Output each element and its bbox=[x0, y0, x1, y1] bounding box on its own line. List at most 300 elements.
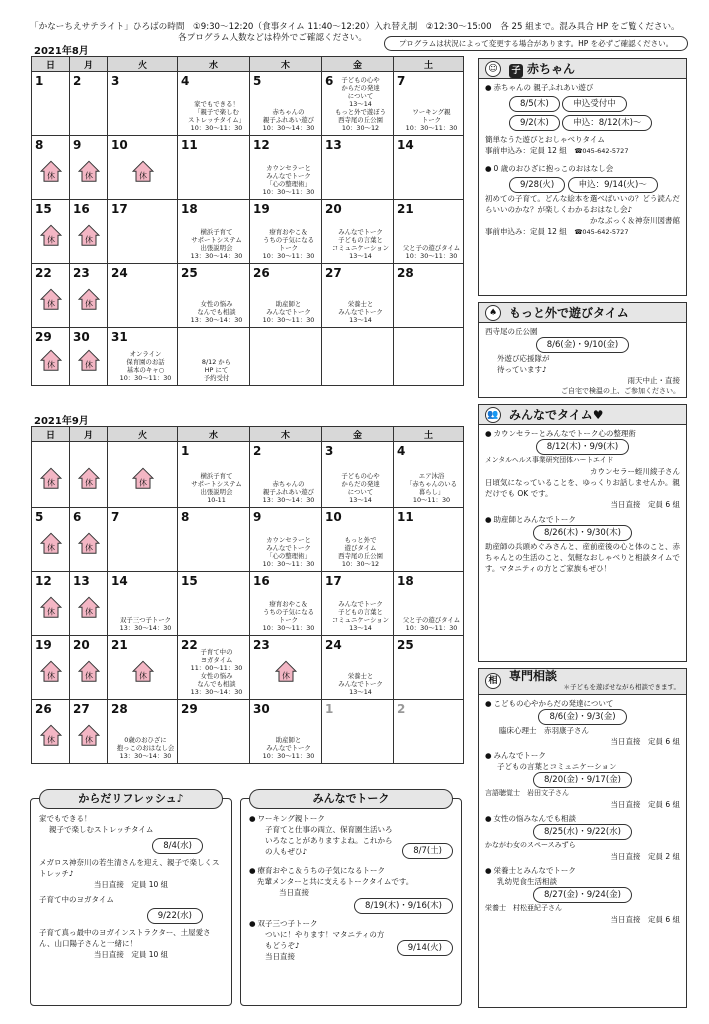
consult-item4: ● 栄養士とみんなでトーク bbox=[485, 865, 680, 876]
day-number: 18 bbox=[397, 574, 414, 588]
event-text: 横浜子育て サポートシステム 出張説明会 13：30～14：30 bbox=[190, 228, 243, 260]
consult-person4: 栄養士 村松亜紀子さん bbox=[485, 904, 562, 912]
event-text: カウンセラーと みんなでトーク 「心の整理術」 10：30～11：30 bbox=[262, 164, 315, 196]
consult-dates3: 8/25(水)・9/22(水) bbox=[533, 824, 632, 840]
day-number: 30 bbox=[73, 330, 90, 344]
weekday-header: 日 bbox=[32, 57, 70, 72]
event-text: 赤ちゃんの 親子ふれあい遊び 10：30～14：30 bbox=[262, 108, 315, 132]
baby-item2: ● 0 歳のおひざに抱っこのおはなし会 bbox=[485, 163, 680, 174]
event-text: カウンセラーと みんなでトーク 「心の整理術」 10：30～11：30 bbox=[262, 536, 315, 568]
calendar-day bbox=[32, 700, 70, 764]
day-number: 3 bbox=[111, 74, 120, 88]
calendar-day bbox=[178, 700, 250, 764]
event-text: 赤ちゃんの 親子ふれあい遊び 13：30～14：30 bbox=[262, 480, 315, 504]
holiday-house-icon bbox=[78, 532, 100, 554]
day-number: 1 bbox=[35, 74, 44, 88]
holiday-house-icon bbox=[40, 532, 62, 554]
body-cap2: 当日直接 定員 10 組 bbox=[93, 950, 169, 959]
baby-tel1: ☎045-642-5727 bbox=[574, 147, 629, 155]
event-text: ワーキング親 トーク 10：30～11：30 bbox=[405, 108, 458, 132]
holiday-label: 休 bbox=[46, 670, 55, 680]
body-item1b: 親子で楽しむストレッチタイム bbox=[49, 825, 154, 834]
calendar-day bbox=[322, 442, 394, 508]
day-number: 25 bbox=[397, 638, 414, 652]
consult-dates1: 8/6(金)・9/3(金) bbox=[538, 709, 626, 725]
weekday-header: 月 bbox=[70, 57, 108, 72]
event-text: 父と子の遊びタイム 10：30～11：30 bbox=[402, 244, 461, 260]
baby-date1: 8/5(木) bbox=[509, 96, 560, 112]
calendar-day bbox=[250, 264, 322, 328]
day-number: 19 bbox=[253, 202, 270, 216]
consult-item2b: 子どもの言葉とコミュニケーション bbox=[497, 762, 617, 771]
consult-cap1: 当日直接 定員 6 組 bbox=[610, 737, 680, 746]
day-number: 23 bbox=[253, 638, 270, 652]
holiday-label: 休 bbox=[138, 170, 147, 180]
calendar-day bbox=[108, 136, 178, 200]
calendar-day bbox=[178, 264, 250, 328]
minna-item2: ● 療育おやこ＆うちの子気になるトーク bbox=[249, 865, 453, 876]
holiday-label: 休 bbox=[84, 477, 93, 487]
minna-desc2: 先輩メンターと共に支えるトークタイムです。 bbox=[257, 877, 414, 886]
panel-outdoor-title bbox=[479, 303, 686, 323]
calendar-day bbox=[32, 72, 70, 136]
baby-title-text: 赤ちゃん bbox=[527, 62, 576, 76]
panel-outdoor bbox=[478, 302, 687, 398]
event-text: 療育おやこ＆ うちの子気になる トーク 10：30～11：30 bbox=[262, 228, 315, 260]
baby-tel2: ☎045-642-5727 bbox=[574, 228, 629, 236]
outdoor-note: ご自宅で検温の上、ご参加ください。 bbox=[561, 387, 680, 395]
calendar-day bbox=[178, 200, 250, 264]
day-number: 5 bbox=[35, 510, 44, 524]
event-text: 0歳のおひざに 抱っこのおはなし会 13：30～14：30 bbox=[116, 736, 175, 760]
baby-desc1: 簡単なうた遊びとおしゃべりタイム bbox=[485, 135, 605, 144]
calendar-day bbox=[108, 700, 178, 764]
calendar-day bbox=[394, 572, 464, 636]
day-number: 12 bbox=[253, 138, 270, 152]
talk-org1: メンタルヘルス事業研究団体ハートエイド bbox=[485, 456, 614, 464]
event-text: 療育おやこ＆ うちの子気になる トーク 10：30～11：30 bbox=[262, 600, 315, 632]
talk-desc2: 助産師の兵頭めぐみさんと、産前産後の心と体のこと、赤ちゃんとの生活のこと、気軽なおしゃべりと相談タイムです。マタニティの方とご家族もぜひ！ bbox=[485, 542, 680, 573]
calendar-day bbox=[70, 572, 108, 636]
consult-person2: 言語聴覚士 岩田文子さん bbox=[485, 789, 569, 797]
people-icon: 👥 bbox=[485, 407, 501, 423]
holiday-label: 休 bbox=[46, 542, 55, 552]
calendar-day bbox=[70, 442, 108, 508]
calendar-day bbox=[394, 508, 464, 572]
day-number: 4 bbox=[397, 444, 406, 458]
talk-cap1: 当日直接 定員 6 組 bbox=[610, 500, 680, 509]
calendar-day bbox=[394, 264, 464, 328]
minna-cap2: 当日直接 bbox=[279, 888, 309, 897]
calendar-day bbox=[322, 572, 394, 636]
panel-talk-title bbox=[479, 405, 686, 425]
day-number: 31 bbox=[111, 330, 128, 344]
calendar-day bbox=[250, 508, 322, 572]
aug-calendar bbox=[31, 56, 464, 386]
event-text: 8/12 から HP にて 予約受付 bbox=[201, 358, 232, 382]
holiday-label: 休 bbox=[84, 234, 93, 244]
panel-consult bbox=[478, 668, 687, 1008]
event-text: 助産師と みんなでトーク 10：30～11：30 bbox=[262, 736, 315, 760]
calendar-day bbox=[108, 442, 178, 508]
calendar-day bbox=[178, 442, 250, 508]
baby-ko-icon: 子 bbox=[509, 64, 523, 78]
weekday-header: 土 bbox=[394, 57, 464, 72]
calendar-day bbox=[250, 200, 322, 264]
calendar-day bbox=[108, 72, 178, 136]
day-number: 13 bbox=[325, 138, 342, 152]
holiday-house-icon bbox=[40, 224, 62, 246]
consult-cap2: 当日直接 定員 6 組 bbox=[610, 800, 680, 809]
panel-talk bbox=[478, 404, 687, 662]
holiday-label: 休 bbox=[84, 734, 93, 744]
holiday-house-icon bbox=[78, 467, 100, 489]
holiday-house-icon bbox=[78, 349, 100, 371]
calendar-day bbox=[32, 328, 70, 386]
body-item1a: 家でもできる！ bbox=[39, 814, 92, 823]
day-number: 2 bbox=[253, 444, 262, 458]
calendar-day bbox=[250, 572, 322, 636]
day-number: 17 bbox=[111, 202, 128, 216]
day-number: 9 bbox=[253, 510, 262, 524]
baby-item1: ● 赤ちゃんの 親子ふれあい遊び bbox=[485, 82, 680, 93]
event-text: オンライン 保育園のお話 基本のキャ○ 10：30～11：30 bbox=[119, 350, 172, 382]
body-desc1: メガロス神奈川の若生清さんを迎え、親子で楽しくストレッチ♪ bbox=[39, 858, 220, 878]
body-date1: 8/4(水) bbox=[152, 838, 203, 854]
consult-item2: ● みんなでトーク bbox=[485, 750, 680, 761]
talk-title-text: みんなでタイム♥ bbox=[509, 408, 604, 422]
weekday-header: 水 bbox=[178, 427, 250, 442]
day-number: 27 bbox=[73, 702, 90, 716]
day-number: 7 bbox=[397, 74, 406, 88]
consult-item4b: 乳幼児食生活相談 bbox=[497, 877, 557, 886]
day-number: 26 bbox=[35, 702, 52, 716]
calendar-day bbox=[250, 136, 322, 200]
body-title: からだリフレッシュ♪ bbox=[39, 789, 223, 809]
calendar-day bbox=[32, 572, 70, 636]
weekday-header: 金 bbox=[322, 57, 394, 72]
minna-desc3: ついに！やります！マタニティの方もどうぞ♪ bbox=[265, 930, 385, 950]
weekday-header: 木 bbox=[250, 427, 322, 442]
body-item2: 子育て中のヨガタイム bbox=[39, 895, 114, 904]
calendar-day bbox=[178, 636, 250, 700]
calendar-day bbox=[108, 328, 178, 386]
baby-desc2: 初めての子育て。どんな絵本を選べばいいの？どう読んだらいいのかな？が楽しくわかるおはなし会♪ bbox=[485, 194, 680, 214]
holiday-label: 休 bbox=[138, 477, 147, 487]
calendar-day bbox=[322, 200, 394, 264]
holiday-house-icon bbox=[132, 660, 154, 682]
holiday-house-icon bbox=[78, 224, 100, 246]
holiday-house-icon bbox=[132, 160, 154, 182]
day-number: 8 bbox=[181, 510, 190, 524]
calendar-day bbox=[70, 700, 108, 764]
body-date2: 9/22(水) bbox=[147, 908, 203, 924]
weekday-header: 金 bbox=[322, 427, 394, 442]
holiday-house-icon bbox=[40, 596, 62, 618]
minna-desc1: 子育てと仕事の両立、保育園生活いろいろなことがありますよね。これからの人もぜひ♪ bbox=[265, 825, 393, 856]
baby-date1b: 申込受付中 bbox=[562, 96, 627, 112]
calendar-day bbox=[70, 72, 108, 136]
calendar-day bbox=[70, 636, 108, 700]
holiday-house-icon bbox=[40, 349, 62, 371]
aug-title: 2021年8月 bbox=[34, 46, 89, 57]
consult-dates4: 8/27(金)・9/24(金) bbox=[533, 887, 632, 903]
minna-date3: 9/14(火) bbox=[397, 940, 453, 956]
holiday-label: 休 bbox=[46, 170, 55, 180]
day-number: 25 bbox=[181, 266, 198, 280]
calendar-day bbox=[178, 328, 250, 386]
holiday-label: 休 bbox=[138, 670, 147, 680]
header-line1: 「かなーちえサテライト」ひろばの時間 ①9:30～12:20（食事タイム 11:40～12:20）入れ替え制 ②12:30～15:00 各 25 組まで。混み具合 HP をご覧ください。 bbox=[30, 22, 680, 32]
weekday-header: 火 bbox=[108, 57, 178, 72]
holiday-house-icon bbox=[40, 660, 62, 682]
consult-item3: ● 女性の悩みなんでも相談 bbox=[485, 813, 680, 824]
day-number: 15 bbox=[181, 574, 198, 588]
calendar-day bbox=[250, 636, 322, 700]
baby-date3b: 申込：9/14(火)～ bbox=[568, 177, 658, 193]
holiday-label: 休 bbox=[84, 298, 93, 308]
event-text: 栄養士と みんなでトーク 13～14 bbox=[338, 672, 383, 696]
consult-cap4: 当日直接 定員 6 組 bbox=[610, 915, 680, 924]
calendar-day bbox=[250, 72, 322, 136]
soudan-icon: 相 bbox=[485, 673, 501, 689]
event-text: 栄養士と みんなでトーク 13～14 bbox=[338, 300, 383, 324]
consult-dates2: 8/20(金)・9/17(金) bbox=[533, 772, 632, 788]
baby-reg1: 事前申込み：定員 12 組 bbox=[485, 146, 567, 155]
calendar-day bbox=[108, 508, 178, 572]
calendar-day bbox=[250, 328, 322, 386]
day-number: 1 bbox=[325, 702, 334, 716]
day-number: 20 bbox=[73, 638, 90, 652]
weekday-header: 日 bbox=[32, 427, 70, 442]
talk-item2: ● 助産師とみんなでトーク bbox=[485, 514, 680, 525]
event-text: 子どもの心や からだの発達 について 13～14 bbox=[341, 472, 380, 504]
weekday-header: 火 bbox=[108, 427, 178, 442]
day-number: 1 bbox=[181, 444, 190, 458]
minna-title: みんなでトーク bbox=[249, 789, 453, 809]
day-number: 15 bbox=[35, 202, 52, 216]
holiday-label: 休 bbox=[84, 542, 93, 552]
day-number: 21 bbox=[397, 202, 414, 216]
minna-date2: 8/19(木)・9/16(木) bbox=[354, 898, 453, 914]
outdoor-desc: 外遊び応援隊が 待っています♪ bbox=[497, 354, 550, 374]
calendar-day bbox=[32, 636, 70, 700]
calendar-day bbox=[394, 72, 464, 136]
panel-minna-talk bbox=[240, 792, 462, 1006]
day-number: 28 bbox=[111, 702, 128, 716]
minna-date1: 8/7(土) bbox=[402, 843, 453, 859]
holiday-house-icon bbox=[40, 160, 62, 182]
day-number: 12 bbox=[35, 574, 52, 588]
holiday-label: 休 bbox=[46, 359, 55, 369]
holiday-label: 休 bbox=[46, 477, 55, 487]
calendar-day bbox=[394, 442, 464, 508]
weekday-header: 木 bbox=[250, 57, 322, 72]
baby-date3: 9/28(火) bbox=[509, 177, 565, 193]
holiday-label: 休 bbox=[46, 734, 55, 744]
calendar-day bbox=[394, 636, 464, 700]
holiday-house-icon bbox=[40, 724, 62, 746]
calendar-day bbox=[394, 700, 464, 764]
day-number: 8 bbox=[35, 138, 44, 152]
talk-desc1: 日頃気になっていることを、ゆっくりお話しませんか。親だけでも OK です。 bbox=[485, 478, 680, 498]
day-number: 16 bbox=[253, 574, 270, 588]
day-number: 20 bbox=[325, 202, 342, 216]
minna-item1: ● ワーキング親トーク bbox=[249, 813, 453, 824]
day-number: 22 bbox=[35, 266, 52, 280]
body-desc2: 子育て真っ最中のヨガインストラクター、土屋愛さん、山口陽子さんと一緒に！ bbox=[39, 928, 211, 948]
holiday-label: 休 bbox=[46, 234, 55, 244]
day-number: 28 bbox=[397, 266, 414, 280]
sep-calendar bbox=[31, 426, 464, 764]
day-number: 19 bbox=[35, 638, 52, 652]
consult-cap3: 当日直接 定員 2 組 bbox=[610, 852, 680, 861]
holiday-label: 休 bbox=[84, 606, 93, 616]
calendar-day bbox=[250, 442, 322, 508]
calendar-day bbox=[394, 328, 464, 386]
calendar-day bbox=[32, 200, 70, 264]
calendar-day bbox=[322, 136, 394, 200]
panel-baby bbox=[478, 58, 687, 296]
calendar-day bbox=[108, 264, 178, 328]
talk-item1: ● カウンセラーとみんなでトーク心の整理術 bbox=[485, 428, 680, 439]
event-text: エア沐浴 「赤ちゃんのいる 暮らし」 10～11：30 bbox=[405, 472, 458, 504]
outdoor-title-text: もっと外で遊びタイム bbox=[509, 306, 629, 320]
event-text: 横浜子育て サポートシステム 出張説明会 10-11 bbox=[191, 472, 242, 504]
weekday-header: 月 bbox=[70, 427, 108, 442]
holiday-label: 休 bbox=[84, 170, 93, 180]
event-text: 女性の悩み なんでも相談 13：30～14：30 bbox=[190, 300, 243, 324]
calendar-day bbox=[394, 136, 464, 200]
event-text: 家でもできる！ 「親子で楽しむ ストレッチタイム」 10：30～11：30 bbox=[187, 100, 245, 132]
baby-date2b: 申込：8/12(木)～ bbox=[562, 115, 652, 131]
footprint-icon: ♠ bbox=[485, 305, 501, 321]
calendar-day bbox=[178, 572, 250, 636]
calendar-day bbox=[108, 200, 178, 264]
consult-person1: 臨床心理士 赤羽康子さん bbox=[499, 726, 589, 735]
holiday-label: 休 bbox=[84, 670, 93, 680]
holiday-house-icon bbox=[132, 467, 154, 489]
calendar-day bbox=[178, 136, 250, 200]
day-number: 22 bbox=[181, 638, 198, 652]
event-text: 助産師と みんなでトーク 10：30～11：30 bbox=[262, 300, 315, 324]
holiday-house-icon bbox=[78, 596, 100, 618]
holiday-house-icon bbox=[78, 288, 100, 310]
day-number: 27 bbox=[325, 266, 342, 280]
body-cap1: 当日直接 定員 10 組 bbox=[93, 880, 169, 889]
day-number: 11 bbox=[397, 510, 414, 524]
calendar-day bbox=[32, 442, 70, 508]
talk-dates1: 8/12(木)・9/9(木) bbox=[536, 439, 630, 455]
event-text: 子育て中の ヨガタイム 11：00～11：30 女性の悩み なんでも相談 13：30～14：30 bbox=[190, 648, 243, 696]
calendar-day bbox=[250, 700, 322, 764]
holiday-label: 休 bbox=[46, 298, 55, 308]
weekday-header: 土 bbox=[394, 427, 464, 442]
sep-title: 2021年9月 bbox=[34, 416, 89, 427]
day-number: 14 bbox=[111, 574, 128, 588]
day-number: 17 bbox=[325, 574, 342, 588]
event-text: みんなでトーク 子どもの言葉と コミュニケーション 13～14 bbox=[331, 600, 390, 632]
calendar-day bbox=[70, 328, 108, 386]
consult-sub: ＊子どもを遊ばせながら相談できます。 bbox=[563, 683, 680, 691]
minna-item3: ● 双子三つ子トーク bbox=[249, 918, 453, 929]
calendar-day bbox=[322, 700, 394, 764]
day-number: 7 bbox=[111, 510, 120, 524]
calendar-day bbox=[322, 328, 394, 386]
calendar-day bbox=[178, 72, 250, 136]
calendar-day bbox=[322, 72, 394, 136]
event-text: 双子三つ子トーク 13：30～14：30 bbox=[119, 616, 172, 632]
event-text: 子どもの心や からだの発達 について 13～14 もっと外で遊ぼう 西寺尾の丘公園 10：30～12 bbox=[334, 76, 387, 132]
holiday-house-icon bbox=[78, 160, 100, 182]
day-number: 18 bbox=[181, 202, 198, 216]
header-line2: 各プログラム人数などは枠外でご確認ください。 bbox=[178, 33, 367, 43]
consult-person3: かながわ女のスペースみずら bbox=[485, 841, 576, 849]
day-number: 6 bbox=[73, 510, 82, 524]
day-number: 6 bbox=[325, 74, 334, 88]
day-number: 23 bbox=[73, 266, 90, 280]
calendar-day bbox=[322, 264, 394, 328]
weekday-header: 水 bbox=[178, 57, 250, 72]
holiday-house-icon bbox=[40, 288, 62, 310]
holiday-house-icon bbox=[40, 467, 62, 489]
calendar-day bbox=[178, 508, 250, 572]
day-number: 16 bbox=[73, 202, 90, 216]
panel-body-refresh bbox=[30, 792, 232, 1006]
baby-face-icon: ☺ bbox=[485, 61, 501, 77]
day-number: 30 bbox=[253, 702, 270, 716]
consult-title-text: 専門相談 bbox=[509, 669, 558, 683]
holiday-label: 休 bbox=[46, 606, 55, 616]
event-text: 父と子の遊びタイム 10：30～11：30 bbox=[402, 616, 461, 632]
holiday-label: 休 bbox=[84, 359, 93, 369]
day-number: 24 bbox=[325, 638, 342, 652]
talk-person1: カウンセラー蛭川綾子さん bbox=[590, 467, 680, 476]
consult-item1: ● こどもの心やからだの発達について bbox=[485, 698, 680, 709]
day-number: 29 bbox=[35, 330, 52, 344]
panel-consult-title bbox=[479, 669, 686, 695]
calendar-day bbox=[108, 572, 178, 636]
holiday-house-icon bbox=[78, 660, 100, 682]
calendar-day bbox=[394, 200, 464, 264]
day-number: 21 bbox=[111, 638, 128, 652]
calendar-day bbox=[32, 136, 70, 200]
calendar-day bbox=[32, 508, 70, 572]
day-number: 9 bbox=[73, 138, 82, 152]
calendar-day bbox=[32, 264, 70, 328]
day-number: 5 bbox=[253, 74, 262, 88]
notice-box: プログラムは状況によって変更する場合があります。HP を必ずご確認ください。 bbox=[384, 36, 688, 51]
calendar-day bbox=[322, 508, 394, 572]
calendar-day bbox=[108, 636, 178, 700]
day-number: 14 bbox=[397, 138, 414, 152]
calendar-day bbox=[70, 200, 108, 264]
calendar-day bbox=[70, 508, 108, 572]
calendar-day bbox=[70, 264, 108, 328]
outdoor-dates: 8/6(金)・9/10(金) bbox=[536, 337, 630, 353]
day-number: 13 bbox=[73, 574, 90, 588]
day-number: 29 bbox=[181, 702, 198, 716]
baby-date2: 9/2(木) bbox=[509, 115, 560, 131]
day-number: 10 bbox=[111, 138, 128, 152]
holiday-house-icon bbox=[78, 724, 100, 746]
talk-dates2: 8/26(木)・9/30(木) bbox=[533, 525, 632, 541]
outdoor-place: 西寺尾の丘公園 bbox=[485, 327, 538, 336]
outdoor-rain: 雨天中止・直接 bbox=[627, 376, 680, 385]
event-text: もっと外で 遊びタイム 西寺尾の丘公園 10：30～12 bbox=[338, 536, 383, 568]
holiday-house-icon bbox=[275, 660, 297, 682]
day-number: 4 bbox=[181, 74, 190, 88]
